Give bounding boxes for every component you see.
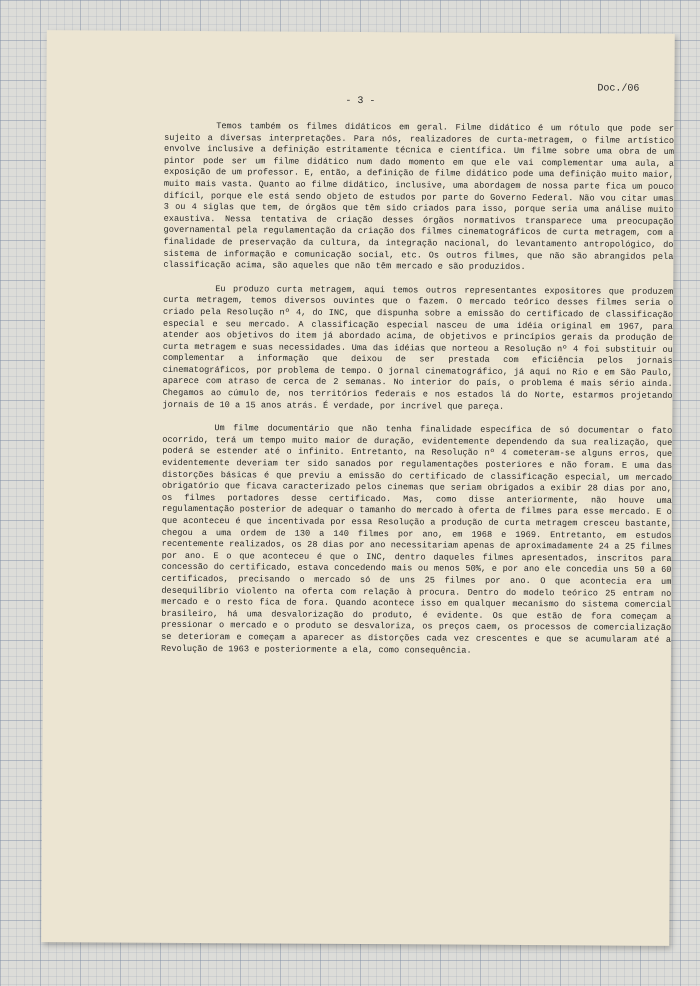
body-text — [161, 121, 674, 670]
paragraph-didactic-films: Temos também os filmes didáticos em geral. Filme didático é um rótulo que pode ser sujeito a diversas interpretações. Para nós, realizadores de curta-metragem, o filme artístico envolve inclusive a definição estritamente técnica e científica. Um filme sobre uma obra de um pintor pode ser um filme didático num dado momento em que ele vai complementar uma aula, a exposição de um professor. E, então, a definição de filme didático pode uma definição muito maior, muito mais vasta. Quanto ao filme didático, inclusive, uma abordagem de nossa parte fica um pouco difícil, porque ele está sendo objeto de estudos por parte do Governo Federal. Não vou citar umas 3 ou 4 siglas que tem, de órgãos que têm sido criados para isso, porque seria uma análise muito exaustiva. Nessa tentativa de criação desses órgãos normativos transparece uma preocupação governamental pela regulamentação da criação dos filmes cinematográficos de curta metragem, com a finalidade de preservação da cultura, da integração nacional, do levantamento antropológico, do sistema de informação e comunicação social, etc. Os outros filmes, que não são abrangidos pela classificação acima, são aqueles que não têm mercado e são produzidos. — [163, 121, 675, 273]
document-reference: Doc./06 — [597, 83, 640, 95]
paragraph-short-film-market: Eu produzo curta metragem, aqui temos outros representantes expositores que produzem curta metragem, temos diversos ouvintes que o fazem. O mercado teórico desses filmes seria o criado pela Resolução nº 4, do INC, que dispunha sobre a emissão do certificado de classificação especial e seu mercado. A classificação especial nasceu de uma idéia original em 1967, para atender aos objetivos do item já abordado acima, de objetivos e princípios gerais da produção de curta metragem e suas necessidades. Uma das idéias que norteou a Resolução nº 4 foi substituir ou complementar a informação que deixou de ser prestada com eficiência pelos jornais cinematográficos, por problema de tempo. O jornal cinematográfico, já aqui no Rio e em São Paulo, aparece com atraso de cerca de 2 semanas. No interior do país, o problema é mais sério ainda. Chegamos ao cúmulo de, nos territórios federais e nos estados lá do Norte, estarmos projetando jornais de 10 a 15 anos atrás. É verdade, por incrível que pareça. — [162, 283, 674, 412]
paragraph-documentary-resolution: Um filme documentário que não tenha finalidade específica de só documentar o fato ocorrido, terá um tempo muito maior de duração, evidentemente dependendo da sua realização, que poderá se estender até o infinito. Entretanto, na Resolução nº 4 cometeram-se alguns erros, que evidentemente deveriam ter sido sanados por regulamentações posteriores e não foram. E uma das distorções básicas é que previu a emissão do certificado de classificação especial, um mercado obrigatório que ficava caracterizado pelos cinemas que seriam obrigados a exibir 28 dias por ano, os filmes portadores desse certificado. Mas, como disse anteriormente, não houve uma regulamentação posterior de adequar o tamanho do mercado à oferta de filmes para esse mercado. E o que aconteceu é que incentivada por essa Resolução a produção de curta metragem cresceu bastante, chegou a uma ordem de 130 a 140 filmes por ano, em 1968 e 1969. Entretanto, em estudos recentemente realizados, os 28 dias por ano necessitariam apenas de aproximadamente 24 a 25 filmes por ano. E o que aconteceu é que o INC, dentro daqueles filmes apresentados, inscritos para concessão do certificado, estava concedendo mais ou menos 50%, e por ano ele concedia uns 50 a 60 certificados, precisando o mercado só de uns 25 filmes por ano. O que acontecia era um desequilíbrio violento na oferta com relação à procura. Dentro do modelo teórico 25 entram no mercado e o resto fica de fora. Quando acontece isso em qualquer mecanismo do sistema comercial brasileiro, há uma desvalorização do produto, é evidente. Os que estão de fora começam a pressionar o mercado e o produto se desvaloriza, os preços caem, os processos de comercialização se deterioram e começam a aparecer as distorções cada vez crescentes e que se acumularam até a Revolução de 1963 e posteriormente a ela, como consequência. — [160, 423, 673, 656]
page-number: - 3 - — [345, 95, 376, 108]
typewritten-page — [41, 30, 675, 946]
